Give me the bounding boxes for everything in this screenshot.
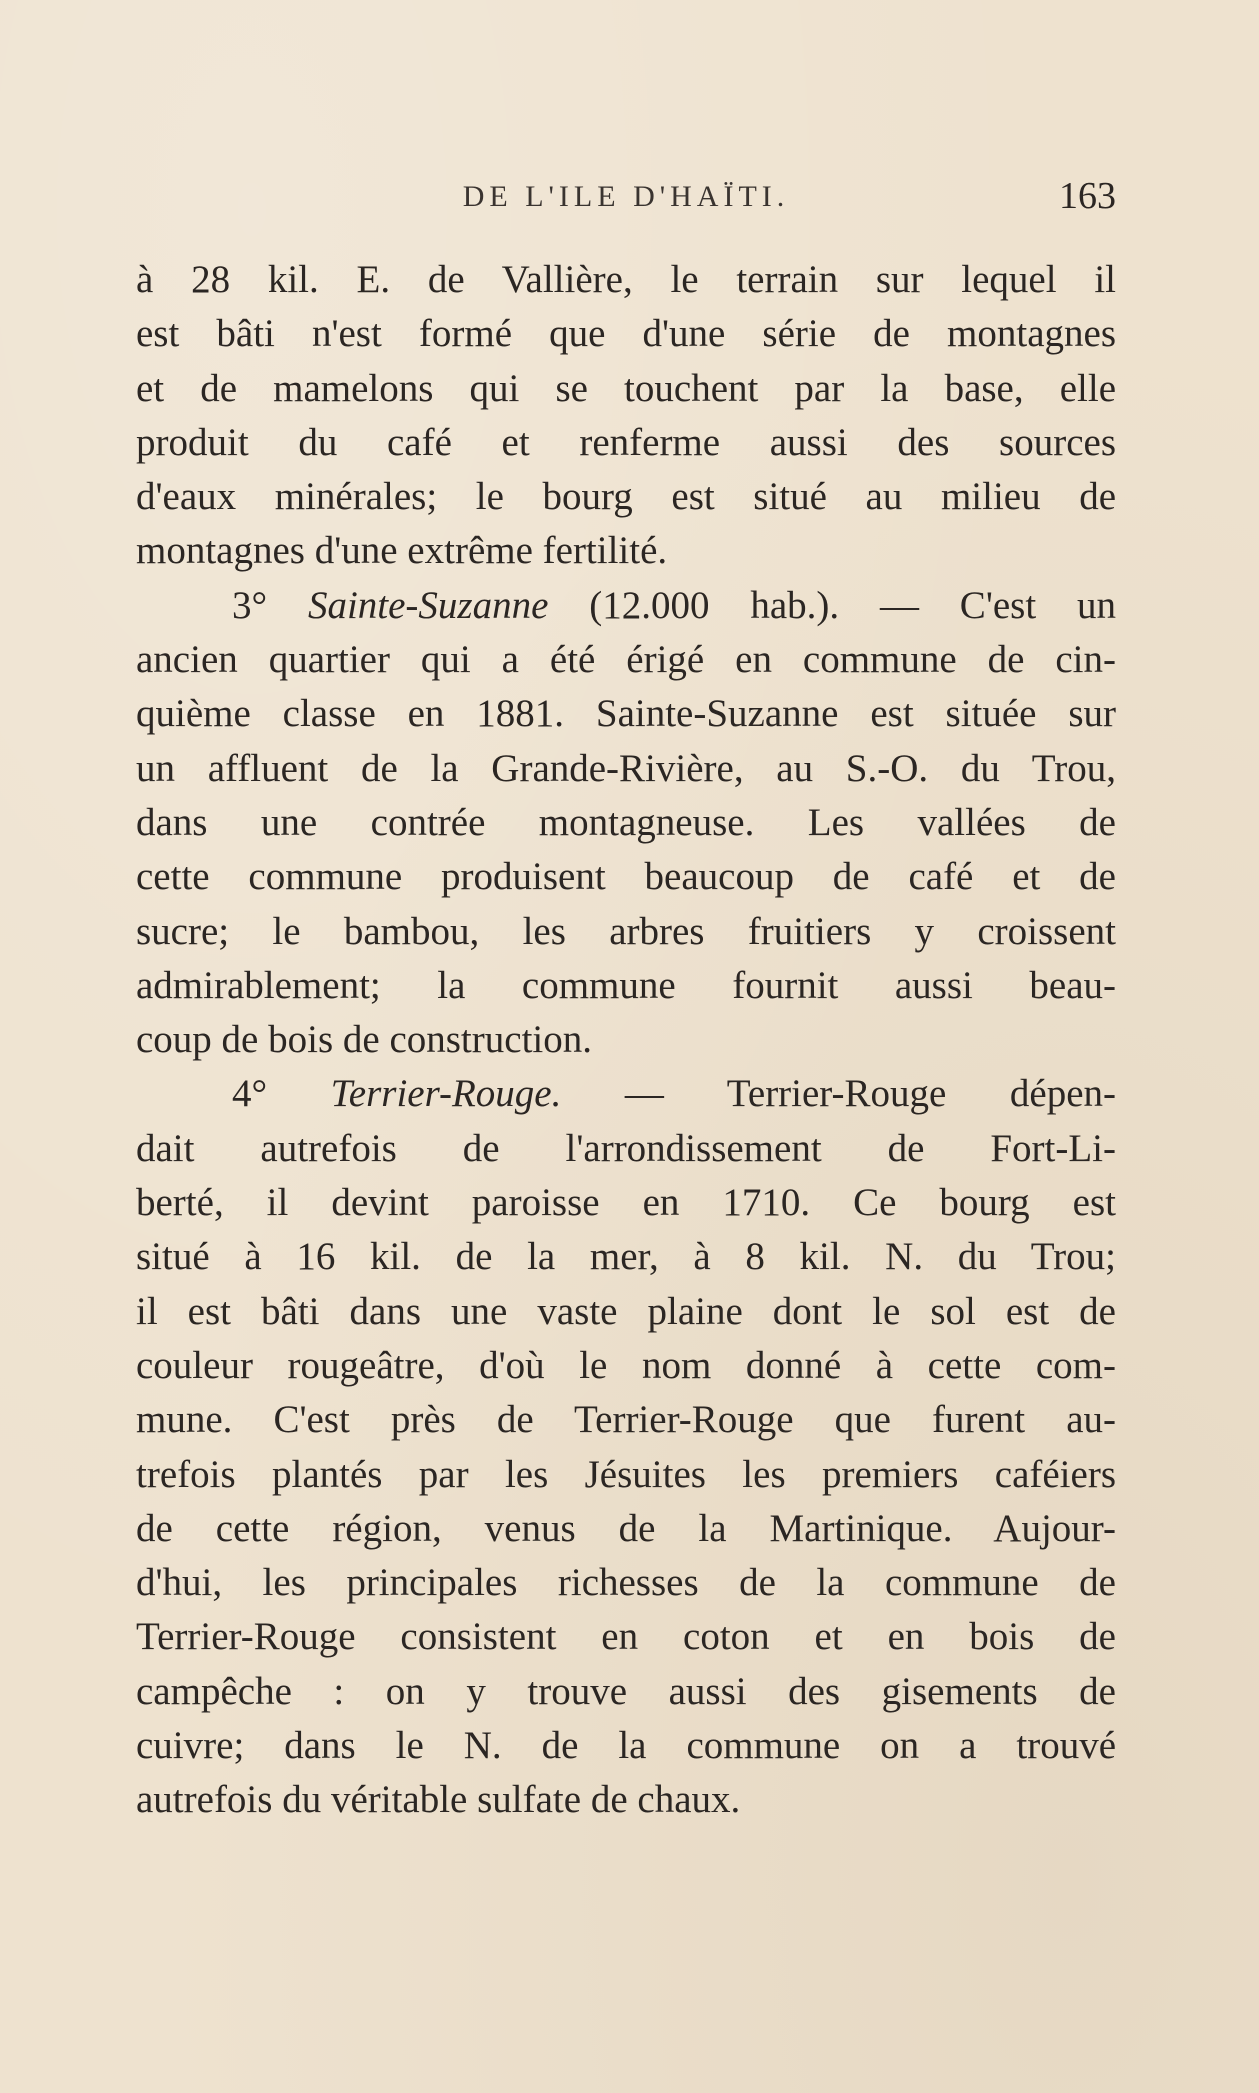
text-line: campêche : on y trouve aussi des gisements de (136, 1669, 1116, 1713)
text-line: ancien quartier qui a été érigé en commune de cin- (136, 638, 1116, 682)
text-line: berté, il devint paroisse en 1710. Ce bourg est (136, 1181, 1116, 1225)
text-line: dait autrefois de l'arrondissement de Fort-Li- (136, 1126, 1116, 1170)
item-number: 4° (232, 1072, 268, 1116)
text-line: de cette région, venus de la Martinique. Aujour- (136, 1506, 1116, 1550)
text-line: dans une contrée montagneuse. Les vallées de (136, 800, 1116, 844)
text-line: autrefois du véritable sulfate de chaux. (136, 1778, 741, 1822)
text-line: coup de bois de construction. (136, 1018, 592, 1062)
text-line: admirablement; la commune fournit aussi beau- (136, 963, 1116, 1007)
text-line: produit du café et renferme aussi des sources (136, 420, 1116, 464)
text-line: mune. C'est près de Terrier-Rouge que furent au- (136, 1398, 1116, 1442)
text-line: d'eaux minérales; le bourg est situé au milieu de (136, 475, 1116, 519)
text-fragment: — Terrier-Rouge dépen- (624, 1072, 1116, 1116)
text-line: et de mamelons qui se touchent par la base, elle (136, 366, 1116, 410)
text-line: est bâti n'est formé que d'une série de montagnes (136, 312, 1116, 356)
text-line: montagnes d'une extrême fertilité. (136, 529, 668, 573)
paragraph-start-sainte-suzanne (136, 579, 1116, 633)
running-head: DE L'ILE D'HAÏTI. (462, 180, 790, 213)
page-number: 163 (1059, 175, 1116, 217)
place-name: Sainte-Suzanne (307, 583, 549, 627)
text-line: Terrier-Rouge consistent en coton et en bois de (136, 1615, 1116, 1659)
body-text (136, 253, 1116, 1828)
text-line: il est bâti dans une vaste plaine dont le sol est de (136, 1289, 1116, 1333)
text-line: quième classe en 1881. Sainte-Suzanne est située sur (136, 692, 1116, 736)
text-line: couleur rougeâtre, d'où le nom donné à cette com- (136, 1343, 1116, 1387)
place-name: Terrier-Rouge. (330, 1072, 562, 1116)
page-header (136, 172, 1116, 232)
text-line: un affluent de la Grande-Rivière, au S.-O. du Trou, (136, 746, 1116, 790)
text-line: d'hui, les principales richesses de la commune de (136, 1561, 1116, 1605)
text-line: sucre; le bambou, les arbres fruitiers y croissent (136, 909, 1116, 953)
item-number: 3° (232, 583, 268, 627)
text-line: cette commune produisent beaucoup de café et de (136, 855, 1116, 899)
text-line: trefois plantés par les Jésuites les premiers caféiers (136, 1452, 1116, 1496)
text-line: à 28 kil. E. de Vallière, le terrain sur lequel il (136, 258, 1116, 301)
text-fragment: (12.000 hab.). — C'est un (589, 583, 1117, 627)
text-line: cuivre; dans le N. de la commune on a trouvé (136, 1724, 1116, 1768)
text-line: situé à 16 kil. de la mer, à 8 kil. N. du Trou; (136, 1235, 1116, 1279)
paragraph-start-terrier-rouge (136, 1067, 1116, 1121)
